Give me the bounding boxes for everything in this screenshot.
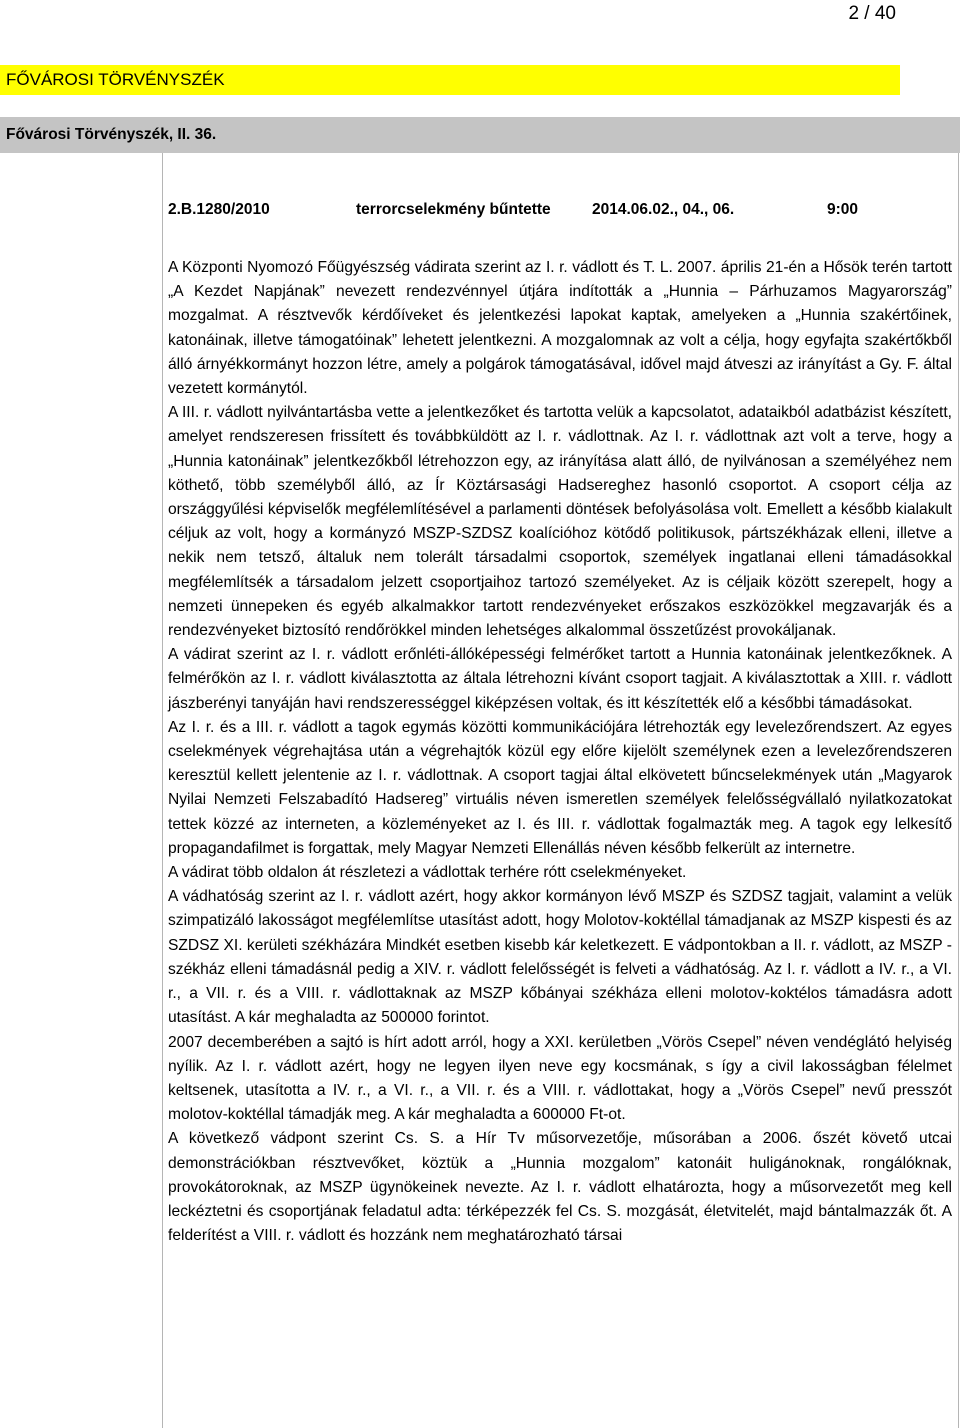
hearing-time: 9:00 (827, 201, 859, 218)
paragraph: A következő vádpont szerint Cs. S. a Hír Tv műsorvezetője, műsorában a 2006. őszét követő utcai demonstrációkban résztvevőket, köztük a „Hunnia mozgalom” katonáit huligánoknak, rongálóknak, provokátoroknak, az MSZP ügynökeinek nevezte. Az I. r. vádlott elhatározta, hogy a műsorvezetőt meg kell leckéztetni és csoportjának feladatul adta: térképezzék fel Cs. S. mozgását, életvitelét, majd bántalmazzák őt. A felderítést a VIII. r. vádlott és hozzánk nem meghatározható társai (168, 1130, 952, 1245)
case-charge: terrorcselekmény bűntette (356, 201, 551, 218)
paragraph: A III. r. vádlott nyilvántartásba vette a jelentkezőket és tartotta velük a kapcsolatot, adataikból adatbázist készített, amelyet rendszeresen frissített és továbbküldött az I. r. vádlottnak. Az I. r. vádlottnak azt volt a terve, hogy a „Hunnia katonáinak” jelentkezőkből létrehozzon egy, az irányítása alatt álló, de nyilvánosan a személyéhez nem köthető, több személyből álló, az Ír Köztársasági Hadsereghez hasonló csoportot. A csoport célja az országgyűlési képviselők megfélemlítésével a parlamenti döntések befolyásolása volt. Emellett a később kialakult céljuk az volt, hogy a kormányzó MSZP-SZDSZ koalícióhoz kötődő politikusok, pártszékházak elleni, illetve a nekik nem tetsző, általuk nem tolerált társadalmi csoportok, személyek ingatlanai elleni támadásokkal megfélemlítsék a társadalom jelzett csoportjaihoz tartozó személyeket. Az is céljaik között szerepelt, hogy a nemzeti ünnepeken és egyéb alkalmakkor tartott rendezvényeket erőszakos eszközökkel megzavarják és a rendezvényeket biztosító rendőrökkel minden lehetséges alkalommal összetűzést provokáljanak. (168, 404, 952, 640)
page-number: 2 / 40 (848, 3, 896, 24)
paragraph: A vádirat szerint az I. r. vádlott erőnléti-állóképességi felmérőket tartott a Hunnia katonáinak jelentkezőknek. A felmérőkön az I. r. vádlott kiválasztotta az általa létrehozni kívánt csoport tagjait. A kiválasztottak a XIII. r. vádlott jászberényi tanyáján havi rendszerességgel kiképzésen voltak, és itt készítették elő a későbbi támadásokat. (168, 646, 952, 712)
paragraph: A vádhatóság szerint az I. r. vádlott azért, hogy akkor kormányon lévő MSZP és SZDSZ tagjait, valamint a velük szimpatizáló lakosságot megfélemlítse utasítást adott, hogy Molotov-koktéllal támadjanak az MSZP kispesti és az SZDSZ XI. kerületi székházára Mindkét esetben kisebb kár keletkezett. E vádpontokban a II. r. vádlott, az MSZP -székház elleni támadásnál pedig a XIV. r. vádlott felelősségét is felveti a vádhatóság. Az I. r. vádlott a IV. r., a VI. r., a VII. r. és a VIII. r. vádlottaknak az MSZP kőbányai székháza elleni molotov-koktélos támadásra adott utasítást. A kár meghaladta az 500000 forintot. (168, 888, 952, 1027)
case-description (168, 256, 952, 1248)
paragraph: Az I. r. és a III. r. vádlott a tagok egymás közötti kommunikációjára létrehozták egy levelezőrendszert. Az egyes cselekmények végrehajtása után a végrehajtók közül egy előre kijelölt személynek ezen a levelezőrendszeren keresztül kellett jelentenie az I. r. vádlottnak. A csoport tagjai által elkövetett bűncselekmények után „Magyarok Nyilai Nemzeti Felszabadító Hadsereg” virtuális néven ismeretlen személyek felelősségvállaló nyilatkozatokat tettek közzé az interneten, a közleményeket az I. és III. r. vádlottak fogalmazták meg. A tagok egy lelkesítő propagandafilmet is forgattak, mely Magyar Nemzeti Ellenállás néven később felkerült az internetre. (168, 718, 952, 857)
paragraph: 2007 decemberében a sajtó is hírt adott arról, hogy a XXI. kerületben „Vörös Csepel” néven vendéglátó helyiség nyílik. Az I. r. vádlott azért, hogy ne legyen ilyen neve egy kocsmának, s így a civil lakosságban félelmet keltsenek, utasította a IV. r., a VI. r., a VII. r. és a VIII. r. vádlottakat, hogy a „Vörös Csepel” nevű presszót molotov-koktéllal támadják meg. A kár meghaladta a 600000 Ft-ot. (168, 1033, 952, 1124)
case-number: 2.B.1280/2010 (168, 201, 270, 218)
paragraph: A vádirat több oldalon át részletezi a vádlottak terhére rótt cselekményeket. (168, 864, 687, 882)
court-title-banner: FŐVÁROSI TÖRVÉNYSZÉK (0, 65, 900, 95)
paragraph: A Központi Nyomozó Főügyészség vádirata szerint az I. r. vádlott és T. L. 2007. április 21-én a Hősök terén tartott „A Kezdet Napjának” nevezett rendezvénnyel útjára indították a „Hunnia – Párhuzamos Magyarország” mozgalmat. A résztvevők kérdőíveket és jelentkezési lapokat kaptak, amelyeken a „Hunnia szakértőinek, katonáinak, illetve támogatóinak” lehetett jelentkezni. A mozgalomnak az volt a célja, hogy egyfajta szakértőkből álló árnyékkormányt hozzon létre, amely a polgárok támogatásával, idővel majd átveszi az irányítást a Gy. F. által vezetett kormánytól. (168, 259, 952, 398)
hearing-dates: 2014.06.02., 04., 06. (592, 201, 735, 218)
court-location: Fővárosi Törvényszék, II. 36. (0, 117, 960, 153)
